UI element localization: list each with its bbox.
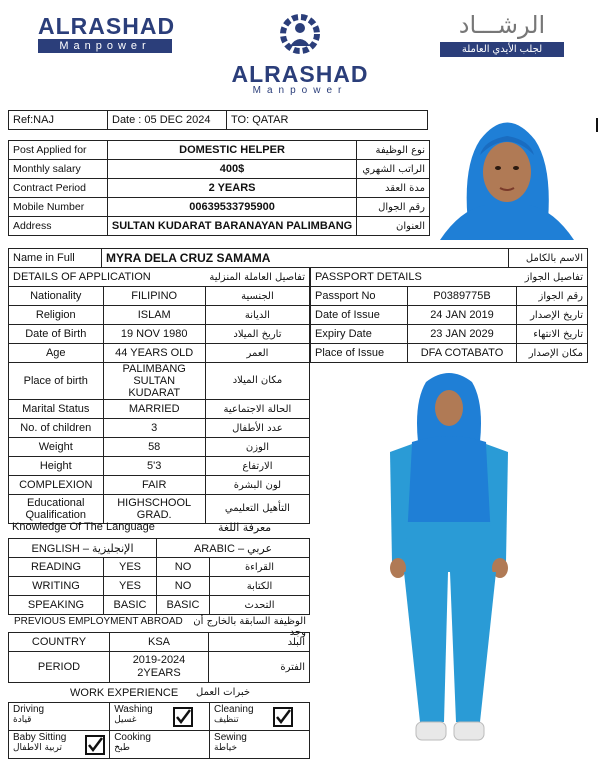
application-value: 5'3 xyxy=(103,457,205,476)
period-value: 2019-2024 2YEARS xyxy=(110,652,209,683)
period-label-ar: الفترة xyxy=(209,652,310,683)
application-row xyxy=(9,287,310,306)
application-value: ISLAM xyxy=(103,306,205,325)
passport-row xyxy=(311,287,588,306)
application-label: Place of birth xyxy=(9,363,104,400)
name-value: MYRA DELA CRUZ SAMAMA xyxy=(102,249,509,268)
checkbox-checked-icon[interactable] xyxy=(85,735,105,755)
to-cell: TO: QATAR xyxy=(227,111,428,130)
experience-table xyxy=(8,702,310,759)
application-label-ar: لون البشرة xyxy=(205,476,309,495)
experience-item xyxy=(110,731,210,759)
application-label-ar: عدد الأطفال xyxy=(205,419,309,438)
application-label-ar: العمر xyxy=(205,344,309,363)
application-value: 3 xyxy=(103,419,205,438)
language-arabic-level: NO xyxy=(157,558,210,577)
job-label-ar: مدة العقد xyxy=(357,179,430,198)
experience-label-ar: تربية الاطفال xyxy=(13,743,63,753)
language-english-level: YES xyxy=(104,577,157,596)
language-english-header: ENGLISH – الإنجليزية xyxy=(9,539,157,558)
application-row xyxy=(9,438,310,457)
language-title: Knowledge Of The Language xyxy=(12,521,155,533)
application-row xyxy=(9,476,310,495)
ref-table xyxy=(8,110,428,130)
language-arabic-level: NO xyxy=(157,577,210,596)
job-table xyxy=(8,140,430,236)
experience-label: Cooking xyxy=(114,732,151,743)
application-row xyxy=(9,457,310,476)
application-label: Weight xyxy=(9,438,104,457)
language-skill-ar: التحدث xyxy=(210,596,310,615)
employment-title-ar: الوظيفة السابقة بالخارج أن وجد xyxy=(193,616,306,638)
passport-value: 23 JAN 2029 xyxy=(408,325,517,344)
experience-item xyxy=(110,703,210,731)
language-row xyxy=(9,558,310,577)
checkbox-checked-icon[interactable] xyxy=(273,707,293,727)
job-value: 2 YEARS xyxy=(107,179,356,198)
language-row xyxy=(9,596,310,615)
application-label-ar: الديانة xyxy=(205,306,309,325)
application-row xyxy=(9,495,310,524)
experience-label-ar: قيادة xyxy=(13,715,32,725)
job-value: SULTAN KUDARAT BARANAYAN PALIMBANG xyxy=(107,217,356,236)
application-title: DETAILS OF APPLICATION xyxy=(9,268,206,287)
application-value: HIGHSCHOOL GRAD. xyxy=(103,495,205,524)
employment-title: PREVIOUS EMPLOYMENT ABROAD xyxy=(14,616,183,627)
experience-label-ar: غسيل xyxy=(114,715,137,725)
experience-label-ar: تنظيف xyxy=(214,715,239,725)
gear-worker-icon xyxy=(273,12,327,56)
language-arabic-header: ARABIC – عربي xyxy=(157,539,310,558)
logo-right-name: الرشـــاد xyxy=(458,11,546,39)
application-row xyxy=(9,325,310,344)
experience-item xyxy=(210,703,310,731)
name-table xyxy=(8,248,588,268)
application-title-ar: تفاصيل العاملة المنزلية xyxy=(205,268,309,287)
passport-row xyxy=(311,325,588,344)
experience-title: WORK EXPERIENCE xyxy=(70,687,179,699)
job-row xyxy=(9,141,430,160)
application-label: Religion xyxy=(9,306,104,325)
ref-cell: Ref:NAJ xyxy=(9,111,108,130)
job-value: 400$ xyxy=(107,160,356,179)
passport-label-ar: رقم الجواز xyxy=(517,287,588,306)
logo-left xyxy=(38,13,176,53)
period-label: PERIOD xyxy=(9,652,110,683)
employment-table xyxy=(8,632,310,683)
experience-label-ar: طبخ xyxy=(114,743,130,753)
passport-label: Passport No xyxy=(311,287,408,306)
checkbox-checked-icon[interactable] xyxy=(173,707,193,727)
job-label: Monthly salary xyxy=(9,160,108,179)
application-row xyxy=(9,306,310,325)
application-table xyxy=(8,267,310,524)
application-value: 44 YEARS OLD xyxy=(103,344,205,363)
experience-row xyxy=(9,703,310,731)
language-skill: READING xyxy=(9,558,104,577)
application-label-ar: الحالة الاجتماعية xyxy=(205,400,309,419)
language-english-level: BASIC xyxy=(104,596,157,615)
language-english-level: YES xyxy=(104,558,157,577)
application-label: Educational Qualification xyxy=(9,495,104,524)
experience-label: Baby Sitting xyxy=(13,732,67,743)
application-label: Date of Birth xyxy=(9,325,104,344)
passport-label: Date of Issue xyxy=(311,306,408,325)
application-label-ar: الوزن xyxy=(205,438,309,457)
language-header-row xyxy=(9,539,310,558)
language-skill-ar: القراءة xyxy=(210,558,310,577)
application-header-row xyxy=(9,268,310,287)
language-arabic-level: BASIC xyxy=(157,596,210,615)
experience-item xyxy=(210,731,310,759)
application-label-ar: مكان الميلاد xyxy=(205,363,309,400)
passport-row xyxy=(311,306,588,325)
experience-label: Cleaning xyxy=(214,704,254,715)
application-label: No. of children xyxy=(9,419,104,438)
logo-center xyxy=(214,12,386,96)
passport-label-ar: تاريخ الانتهاء xyxy=(517,325,588,344)
application-value: PALIMBANG SULTAN KUDARAT xyxy=(103,363,205,400)
job-label-ar: نوع الوظيفة xyxy=(357,141,430,160)
job-value: DOMESTIC HELPER xyxy=(107,141,356,160)
application-label: Height xyxy=(9,457,104,476)
passport-row xyxy=(311,344,588,363)
scan-mark xyxy=(596,118,598,132)
experience-label-ar: خياطة xyxy=(214,743,238,753)
language-skill: WRITING xyxy=(9,577,104,596)
job-row xyxy=(9,217,430,236)
job-value: 00639533795900 xyxy=(107,198,356,217)
country-label: COUNTRY xyxy=(9,633,110,652)
logo-left-name: ALRASHAD xyxy=(38,13,176,39)
application-value: FAIR xyxy=(103,476,205,495)
language-title-ar: معرفة اللغة xyxy=(218,521,272,534)
application-row xyxy=(9,344,310,363)
passport-title-ar: تفاصيل الجواز xyxy=(517,268,588,287)
logo-right-sub: لجلب الأيدي العاملة xyxy=(440,42,564,57)
application-value: MARRIED xyxy=(103,400,205,419)
application-row xyxy=(9,363,310,400)
passport-title: PASSPORT DETAILS xyxy=(311,268,517,287)
language-table xyxy=(8,538,310,615)
application-label: Nationality xyxy=(9,287,104,306)
job-label: Address xyxy=(9,217,108,236)
passport-value: P0389775B xyxy=(408,287,517,306)
name-label: Name in Full xyxy=(9,249,102,268)
application-label: Age xyxy=(9,344,104,363)
logo-center-sub: Manpower xyxy=(252,85,348,96)
application-label-ar: الارتفاع xyxy=(205,457,309,476)
job-label-ar: الراتب الشهري xyxy=(357,160,430,179)
experience-label: Washing xyxy=(114,704,153,715)
job-row xyxy=(9,179,430,198)
language-row xyxy=(9,577,310,596)
job-label: Contract Period xyxy=(9,179,108,198)
job-label-ar: العنوان xyxy=(357,217,430,236)
experience-item xyxy=(9,703,110,731)
application-value: 19 NOV 1980 xyxy=(103,325,205,344)
application-label-ar: تاريخ الميلاد xyxy=(205,325,309,344)
language-skill-ar: الكتابة xyxy=(210,577,310,596)
logo-left-sub: Manpower xyxy=(38,39,172,53)
experience-item xyxy=(9,731,110,759)
application-label: COMPLEXION xyxy=(9,476,104,495)
job-label-ar: رقم الجوال xyxy=(357,198,430,217)
experience-label: Driving xyxy=(13,704,45,715)
passport-label: Expiry Date xyxy=(311,325,408,344)
experience-title-ar: خبرات العمل xyxy=(196,687,251,698)
country-label-ar: البلد xyxy=(209,633,310,652)
application-label-ar: التأهيل التعليمي xyxy=(205,495,309,524)
job-row xyxy=(9,160,430,179)
application-label: Marital Status xyxy=(9,400,104,419)
job-row xyxy=(9,198,430,217)
passport-label: Place of Issue xyxy=(311,344,408,363)
passport-label-ar: مكان الإصدار xyxy=(517,344,588,363)
passport-value: DFA COTABATO xyxy=(408,344,517,363)
application-row xyxy=(9,419,310,438)
language-skill: SPEAKING xyxy=(9,596,104,615)
passport-value: 24 JAN 2019 xyxy=(408,306,517,325)
country-value: KSA xyxy=(110,633,209,652)
experience-row xyxy=(9,731,310,759)
experience-label: Sewing xyxy=(214,732,247,743)
passport-header-row xyxy=(311,268,588,287)
applicant-full-photo xyxy=(376,372,522,754)
date-cell: Date : 05 DEC 2024 xyxy=(108,111,227,130)
name-label-ar: الاسم بالكامل xyxy=(509,249,588,268)
logo-right xyxy=(440,10,564,57)
job-label: Post Applied for xyxy=(9,141,108,160)
application-label-ar: الجنسية xyxy=(205,287,309,306)
job-label: Mobile Number xyxy=(9,198,108,217)
application-value: 58 xyxy=(103,438,205,457)
application-value: FILIPINO xyxy=(103,287,205,306)
applicant-face-photo xyxy=(440,110,574,240)
application-row xyxy=(9,400,310,419)
passport-label-ar: تاريخ الإصدار xyxy=(517,306,588,325)
passport-table xyxy=(310,267,588,363)
logo-center-name: ALRASHAD xyxy=(231,61,369,87)
